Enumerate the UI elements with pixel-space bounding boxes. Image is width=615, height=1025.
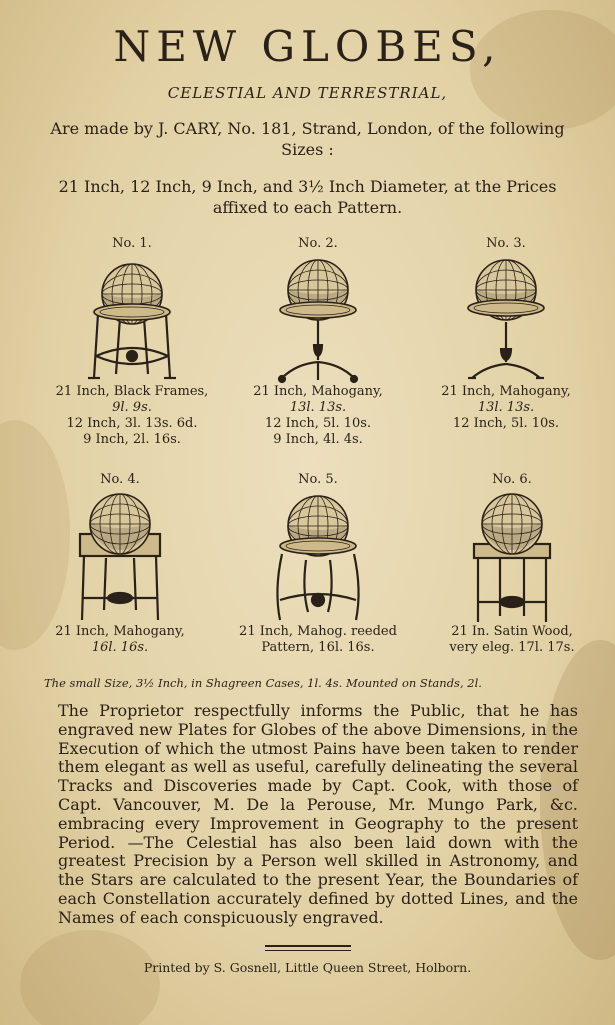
globe-engraving — [65, 492, 175, 624]
globe-pattern-3 — [406, 236, 606, 432]
pattern-number: No. 1. — [112, 236, 152, 251]
pattern-caption: 21 Inch, Mahogany, 13l. 13s. 12 Inch, 5l. 10s. — [441, 384, 571, 431]
globe-engraving — [451, 256, 561, 384]
divider-rule — [265, 945, 351, 947]
sizes-line: 21 Inch, 12 Inch, 9 Inch, and 3½ Inch Diameter, at the Prices affixed to each Pattern. — [58, 177, 557, 217]
headline-title: NEW GLOBES, — [113, 22, 502, 71]
printer-imprint: Printed by S. Gosnell, Little Queen Street, Holborn. — [143, 960, 472, 975]
globe-engraving — [77, 256, 187, 384]
pattern-caption: 21 Inch, Mahogany, 16l. 16s. — [55, 624, 185, 655]
pattern-caption: 21 Inch, Mahog. reeded Pattern, 16l. 16s. — [239, 624, 397, 655]
headline-subtitle: CELESTIAL AND TERRESTRIAL, — [167, 84, 448, 102]
proprietor-notice: The Proprietor respectfully informs the Public, that he has engraved new Plates for Globes of the above Dimensions, in the Execution of which the utmost Pains have been taken to render them elegant as well as useful, carefully delineating the several Tracks and Discoveries made by Capt. Cook, with those of Capt. Vancouver, M. De la Perouse, Mr. Mungo Park, &c. embracing every Improvement in Geography to the present Period. —The Celestial has also been laid down with the greatest Precision by a Person well skilled in Astronomy, and the Stars are calculated to the present Year, the Boundaries of each Constellation accurately defined by dotted Lines, and the Names of each conspicuously engraved. — [58, 701, 578, 927]
globe-engraving — [263, 256, 373, 384]
maker-intro: Are made by J. CARY, No. 181, Strand, London, of the following Sizes : — [50, 119, 565, 159]
pattern-number: No. 3. — [486, 236, 526, 251]
globe-pattern-4 — [20, 472, 220, 656]
globe-engraving — [457, 492, 567, 624]
pattern-number: No. 2. — [298, 236, 338, 251]
divider-rule — [265, 950, 351, 951]
globe-pattern-1 — [32, 236, 232, 448]
pattern-number: No. 5. — [298, 472, 338, 487]
small-size-note: The small Size, 3½ Inch, in Shagreen Cases, 1l. 4s. Mounted on Stands, 2l. — [44, 676, 482, 690]
globe-pattern-6 — [412, 472, 612, 656]
pattern-caption: 21 Inch, Black Frames, 9l. 9s. 12 Inch, 3l. 13s. 6d. 9 Inch, 2l. 16s. — [55, 384, 209, 447]
globe-pattern-2 — [218, 236, 418, 448]
paper-stain — [20, 930, 160, 1025]
pattern-number: No. 6. — [492, 472, 532, 487]
pattern-number: No. 4. — [100, 472, 140, 487]
pattern-caption: 21 In. Satin Wood, very eleg. 17l. 17s. — [449, 624, 575, 655]
pattern-caption: 21 Inch, Mahogany, 13l. 13s. 12 Inch, 5l. 10s. 9 Inch, 4l. 4s. — [253, 384, 383, 447]
globe-pattern-5 — [218, 472, 418, 656]
globe-engraving — [263, 492, 373, 624]
